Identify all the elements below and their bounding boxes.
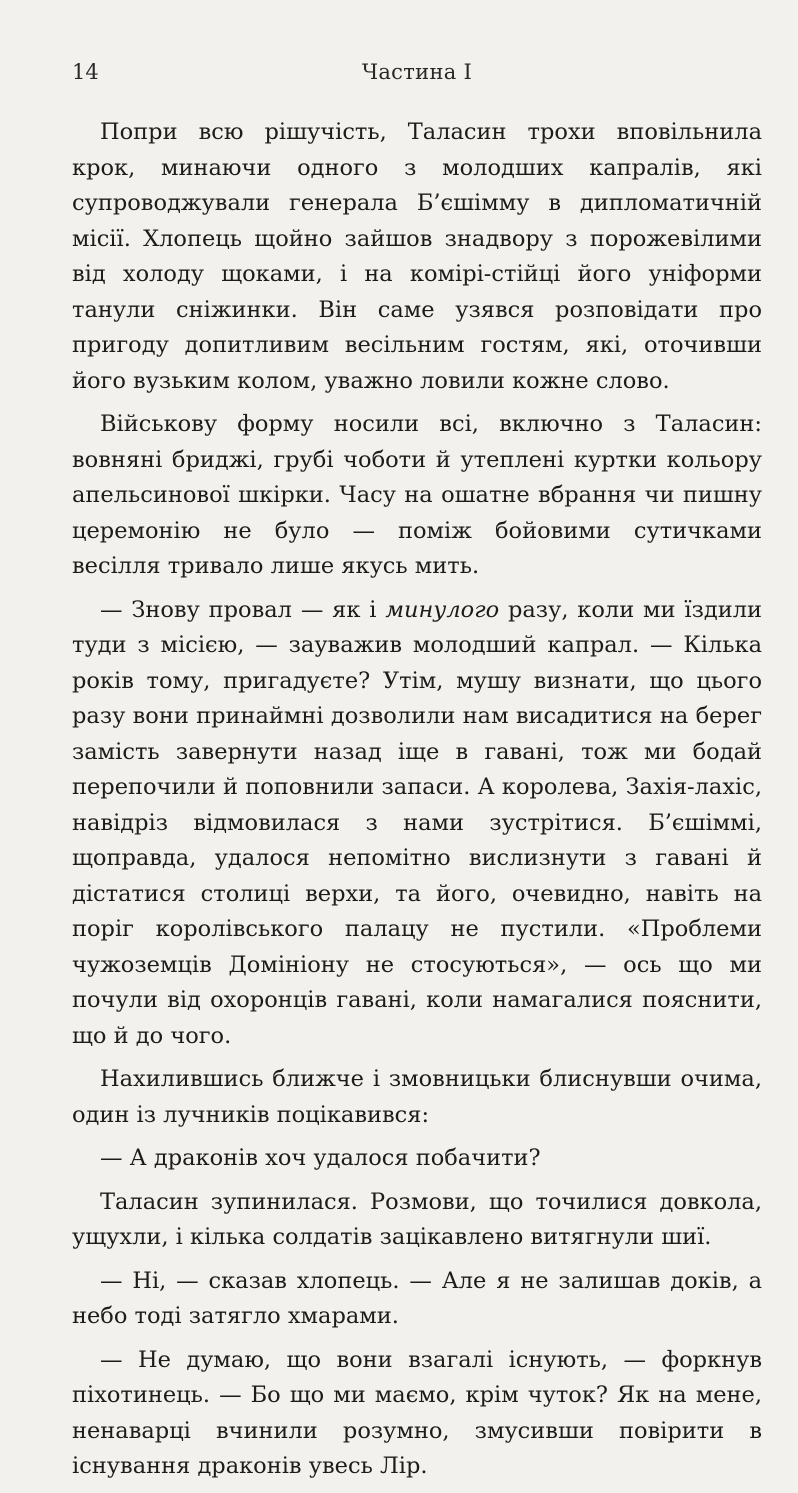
paragraph-text: разу, коли ми їздили туди з місією, — зауважив молодший капрал. — Кілька років тому, пригадуєте? Утім, мушу визнати, що цього разу вони принаймні дозволили нам висадитися на берег замість завернути назад іще в гавані, тож ми бодай перепочили й поповнили запаси. А королева, Захія-лахіс, навідріз відмовилася з нами зустрітися. Б’єшіммі, щоправда, удалося непомітно вислизнути з гавані й дістатися столиці верхи, та його, очевидно, навіть на поріг королівського палацу не пустили. «Проблеми чужоземців Домініону не стосуються», — ось що ми почули від охоронців гавані, коли намагалися пояснити, що й до чого. bbox=[72, 596, 763, 1049]
paragraph: Військову форму носили всі, включно з Таласин: вовняні бриджі, грубі чоботи й утеплені куртки кольору апельсинової шкірки. Часу на ошатне вбрання чи пишну церемонію не було — поміж бойовими сутичками весілля тривало лише якусь мить. bbox=[72, 411, 762, 579]
paragraph: Попри всю рішучість, Таласин трохи вповільнила крок, минаючи одного з молодших капралів, які супроводжували генерала Б’єшімму в дипломатичній місії. Хлопець щойно зайшов знадвору з порожевілими від холоду щоками, і на комірі-стійці його уніформи танули сніжинки. Він саме узявся розповідати про пригоду допитливим весільним гостям, які, оточивши його вузьким колом, уважно ловили кожне слово. bbox=[72, 119, 762, 394]
page-number: 14 bbox=[72, 60, 99, 84]
running-head: Частина І bbox=[361, 60, 473, 84]
paragraph: — А драконів хоч удалося побачити? bbox=[100, 1145, 541, 1171]
paragraph: — Не думаю, що вони взагалі існують, — форкнув піхотинець. — Бо що ми маємо, крім чуток? Як на мене, ненаварці вчинили розумно, змусивши повірити в існування драконів увесь Лір. bbox=[72, 1346, 762, 1479]
paragraph: Таласин зупинилася. Розмови, що точилися довкола, ущухли, і кілька солдатів зацікавлено витягнули шиї. bbox=[72, 1188, 762, 1250]
paragraph: — Ні, — сказав хлопець. — Але я не залишав доків, а небо тоді затягло хмарами. bbox=[72, 1267, 762, 1329]
paragraph: Нахилившись ближче і змовницьки блиснувши очима, один із лучників поцікавився: bbox=[72, 1066, 762, 1128]
paragraph bbox=[72, 593, 762, 1055]
paragraph-text: — Знову провал — як і bbox=[100, 596, 386, 623]
page-header bbox=[72, 60, 762, 90]
emphasized-word: минулого bbox=[385, 596, 500, 623]
body-text bbox=[72, 115, 762, 1493]
